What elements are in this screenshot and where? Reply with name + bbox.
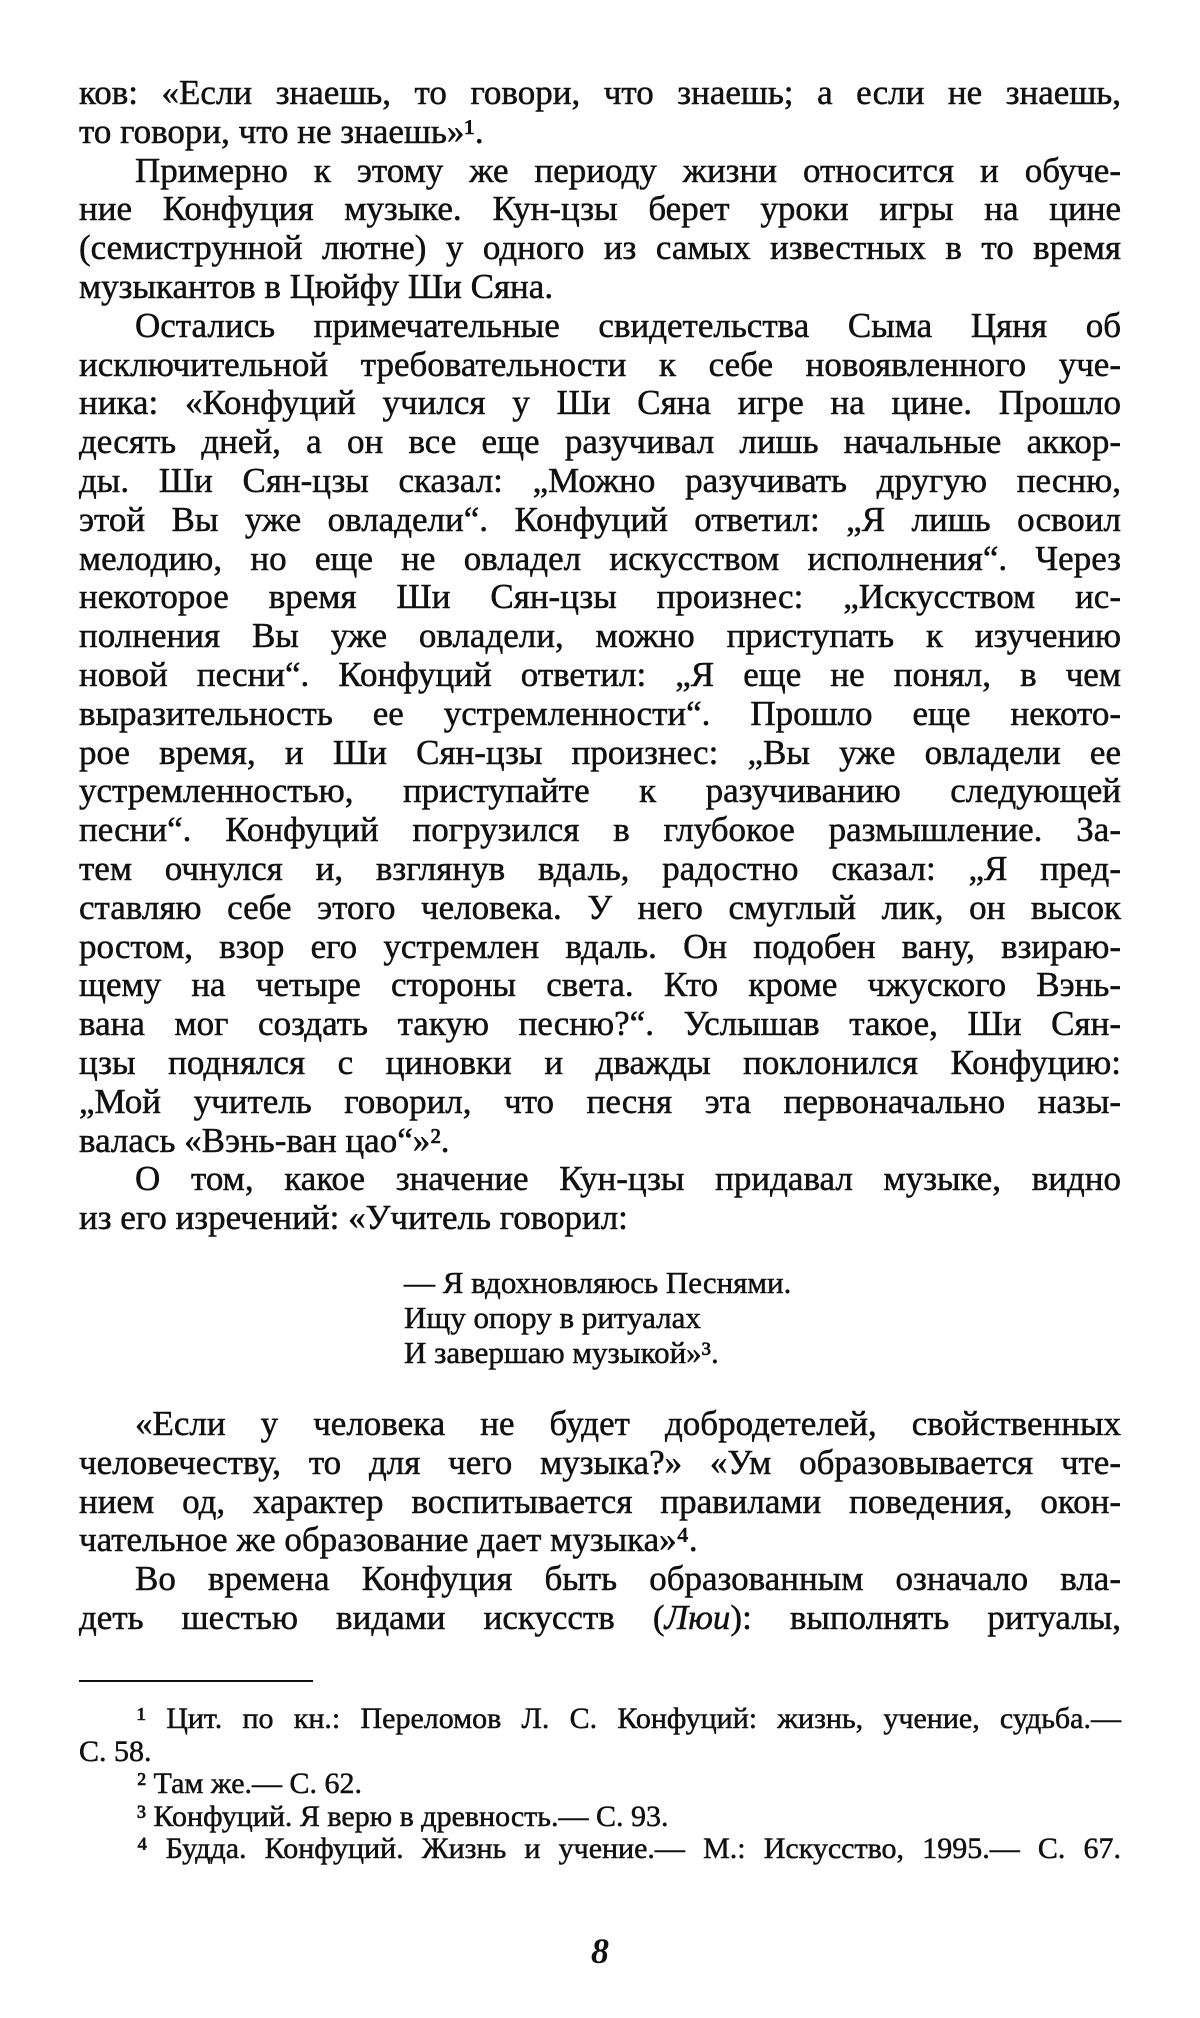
verse-line: Ищу опору в ритуалах: [404, 1300, 701, 1336]
text-line: ставляю себе этого человека. У него смуглый лик, он высок: [79, 887, 1121, 927]
text-line: рое время, и Ши Сян-цзы произнес: „Вы уже овладели ее: [79, 732, 1121, 772]
verse-line: И завершаю музыкой»³.: [404, 1335, 719, 1371]
footnote-line: ⁴ Будда. Конфуций. Жизнь и учение.— М.: Искусство, 1995.— С. 67.: [137, 1832, 1121, 1865]
text-line: выразительность ее устремленности“. Прошло еще некото-: [79, 693, 1121, 733]
text-line: ды. Ши Сян-цзы сказал: „Можно разучивать другую песню,: [79, 460, 1121, 500]
page-number: 8: [591, 1931, 609, 1971]
paragraph-continuation: [79, 74, 1121, 152]
text-line: Остались примечательные свидетельства Сыма Цяня об: [135, 305, 1121, 345]
verse-quote-block: [404, 1265, 1044, 1371]
text-line: „Мой учитель говорил, что песня эта первоначально назы-: [79, 1081, 1121, 1121]
text-line: песни“. Конфуций погрузился в глубокое размышление. За-: [79, 810, 1121, 850]
text-segment: ): выполнять ритуалы,: [730, 1597, 1122, 1637]
footnote: [79, 1703, 1121, 1768]
text-line: некоторое время Ши Сян-цзы произнес: „Искусством ис-: [79, 577, 1121, 617]
text-line: тем очнулся и, взглянув вдаль, радостно сказал: „Я пред-: [79, 848, 1121, 888]
text-line: ков: «Если знаешь, то говори, что знаешь; а если не знаешь,: [79, 73, 1121, 112]
verse-line: — Я вдохновляюсь Песнями.: [404, 1265, 792, 1300]
text-line: человечеству, то для чего музыка?» «Ум образовывается чте-: [79, 1442, 1121, 1482]
text-line: вана мог создать такую песню?“. Услышав такое, Ши Сян-: [79, 1004, 1121, 1044]
paragraph: [79, 1560, 1121, 1638]
text-line: устремленностью, приступайте к разучиванию следующей: [79, 771, 1121, 811]
text-line: щему на четыре стороны света. Кто кроме чжуского Вэнь-: [79, 965, 1121, 1005]
paragraph: [79, 307, 1121, 1161]
text-line: нием од, характер воспитывается правилами поведения, окон-: [79, 1481, 1121, 1521]
text-line: ника: «Конфуций учился у Ши Сяна игре на цине. Прошло: [79, 383, 1121, 423]
paragraph: [79, 1160, 1121, 1238]
text-line: из его изречений: «Учитель говорил:: [79, 1198, 628, 1238]
text-line: чательное же образование дает музыка»⁴.: [79, 1520, 698, 1560]
main-text-block: [79, 74, 1121, 1238]
text-line: ростом, взор его устремлен вдаль. Он подобен вану, взираю-: [79, 926, 1121, 966]
paragraph: [79, 152, 1121, 307]
text-line: (семиструнной лютне) у одного из самых известных в то время: [79, 228, 1121, 268]
footnote-line: ¹ Цит. по кн.: Переломов Л. С. Конфуций: жизнь, учение, судьба.—: [137, 1702, 1121, 1735]
italic-term: Люи: [664, 1597, 731, 1637]
text-line: [79, 1599, 1121, 1638]
footnote-line: ² Там же.— С. 62.: [137, 1767, 363, 1800]
footnotes: [79, 1703, 1121, 1866]
text-line: ние Конфуция музыке. Кун-цзы берет уроки игры на цине: [79, 189, 1121, 229]
footnote: [79, 1801, 1121, 1834]
text-line: цзы поднялся с циновки и дважды поклонился Конфуцию:: [79, 1042, 1121, 1082]
footnote-line: ³ Конфуций. Я верю в древность.— С. 93.: [137, 1799, 669, 1833]
text-segment: деть шестью видами искусств (: [79, 1597, 665, 1637]
footnote: [79, 1768, 1121, 1801]
text-line: «Если у человека не будет добродетелей, свойственных: [135, 1404, 1121, 1443]
text-line: то говори, что не знаешь»¹.: [79, 111, 484, 151]
text-line: мелодию, но еще не овладел искусством исполнения“. Через: [79, 538, 1121, 578]
text-line: этой Вы уже овладели“. Конфуций ответил: „Я лишь освоил: [79, 499, 1121, 539]
footnote-line: С. 58.: [79, 1734, 152, 1768]
lower-text-block: [79, 1405, 1121, 1638]
text-line: десять дней, а он все еще разучивал лишь начальные аккор-: [79, 422, 1121, 462]
text-line: О том, какое значение Кун-цзы придавал музыке, видно: [135, 1159, 1121, 1199]
paragraph: [79, 1405, 1121, 1560]
text-line: Примерно к этому же периоду жизни относится и обуче-: [135, 150, 1121, 190]
footnote-rule: [79, 1680, 313, 1682]
text-line: полнения Вы уже овладели, можно приступать к изучению: [79, 616, 1121, 656]
text-line: музыкантов в Цюйфу Ши Сяна.: [79, 266, 554, 306]
text-line: валась «Вэнь-ван цао“»².: [79, 1120, 450, 1160]
text-line: исключительной требовательности к себе новоявленного уче-: [79, 344, 1121, 384]
text-line: новой песни“. Конфуций ответил: „Я еще не понял, в чем: [79, 654, 1121, 694]
footnote: [79, 1833, 1121, 1866]
text-line: Во времена Конфуция быть образованным означало вла-: [135, 1559, 1121, 1599]
